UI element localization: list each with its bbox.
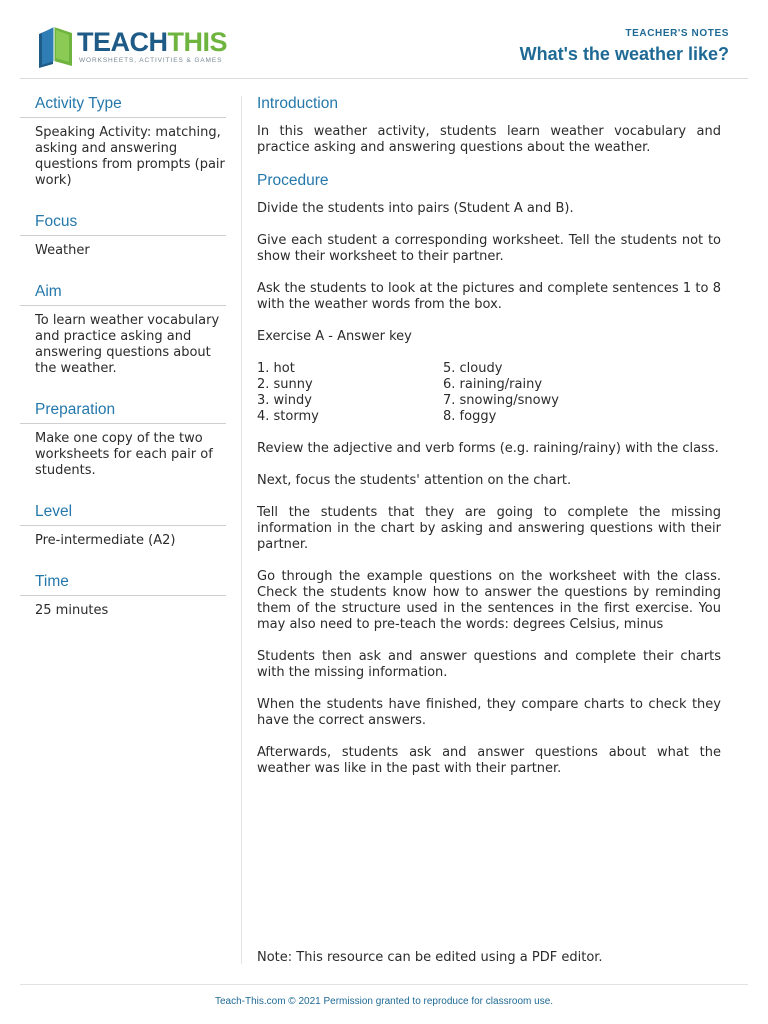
brand-part-1: TEACH (77, 27, 168, 57)
answer-item: 3. windy (257, 393, 312, 408)
level-heading: Level (20, 503, 226, 526)
answer-item: 1. hot (257, 361, 295, 376)
introduction-heading: Introduction (257, 95, 338, 112)
main-content (257, 95, 721, 793)
level-section (20, 503, 226, 549)
page-title: What's the weather like? (519, 44, 729, 64)
answer-item: 8. foggy (443, 409, 497, 424)
answer-item: 7. snowing/snowy (443, 393, 559, 408)
brand-tagline: WORKSHEETS, ACTIVITIES & GAMES (79, 57, 223, 64)
procedure-step-8: Students then ask and answer questions and complete their charts with the missing information. (257, 649, 721, 680)
procedure-step-3: Ask the students to look at the pictures and complete sentences 1 to 8 with the weather words from the box. (257, 281, 721, 312)
aim-heading: Aim (20, 283, 226, 306)
procedure-step-6: Tell the students that they are going to complete the missing information in the chart by asking and answering questions with their partner. (257, 505, 721, 552)
activity-type-text: Speaking Activity: matching, asking and answering questions from prompts (pair work) (35, 125, 225, 188)
brand-name (77, 27, 227, 58)
procedure-step-5: Next, focus the students' attention on the chart. (257, 473, 572, 488)
time-heading: Time (20, 573, 226, 596)
answer-item: 4. stormy (257, 409, 319, 424)
aim-text: To learn weather vocabulary and practice asking and answering questions about the weather. (35, 313, 220, 376)
answer-column-right (443, 361, 629, 425)
teach-this-logo (36, 24, 226, 70)
level-text: Pre-intermediate (A2) (35, 533, 176, 548)
answer-item: 6. raining/rainy (443, 377, 543, 392)
procedure-step-10: Afterwards, students ask and answer questions about what the weather was like in the past with their partner. (257, 745, 721, 776)
answer-key (257, 361, 721, 425)
brand-part-2: THIS (167, 27, 228, 57)
footer-divider (20, 984, 748, 985)
procedure-step-7: Go through the example questions on the worksheet with the class. Check the students know how to answer the questions by reminding them of the structure used in the sentences in the first exercise. You may also need to pre-teach the words: degrees Celsius, minus (257, 569, 721, 632)
answer-item: 2. sunny (257, 377, 313, 392)
footer-copyright: Teach-This.com © 2021 Permission granted to reproduce for classroom use. (214, 996, 554, 1007)
procedure-step-2: Give each student a corresponding worksheet. Tell the students not to show their worksheet to their partner. (257, 233, 721, 264)
procedure-step-9: When the students have finished, they compare charts to check they have the correct answers. (257, 697, 721, 728)
teachers-notes-label: TEACHER'S NOTES (625, 28, 729, 39)
focus-heading: Focus (20, 213, 226, 236)
answer-key-title: Exercise A - Answer key (257, 329, 412, 344)
preparation-section (20, 401, 226, 479)
time-section (20, 573, 226, 619)
focus-section (20, 213, 226, 259)
introduction-text: In this weather activity, students learn weather vocabulary and practice asking and answering questions about the weather. (257, 124, 721, 155)
activity-type-heading: Activity Type (20, 95, 226, 118)
sidebar (20, 95, 226, 643)
aim-section (20, 283, 226, 377)
activity-type-section (20, 95, 226, 189)
column-divider (241, 96, 242, 964)
preparation-heading: Preparation (20, 401, 226, 424)
focus-text: Weather (35, 243, 90, 258)
book-icon (36, 24, 74, 68)
header-divider (20, 78, 748, 79)
procedure-step-4: Review the adjective and verb forms (e.g. raining/rainy) with the class. (257, 441, 719, 456)
procedure-heading: Procedure (257, 172, 329, 189)
time-text: 25 minutes (35, 603, 109, 618)
pdf-editor-note: Note: This resource can be edited using a PDF editor. (257, 950, 603, 965)
answer-item: 5. cloudy (443, 361, 503, 376)
procedure-step-1: Divide the students into pairs (Student A and B). (257, 201, 574, 216)
answer-column-left (257, 361, 443, 425)
preparation-text: Make one copy of the two worksheets for each pair of students. (35, 431, 213, 478)
